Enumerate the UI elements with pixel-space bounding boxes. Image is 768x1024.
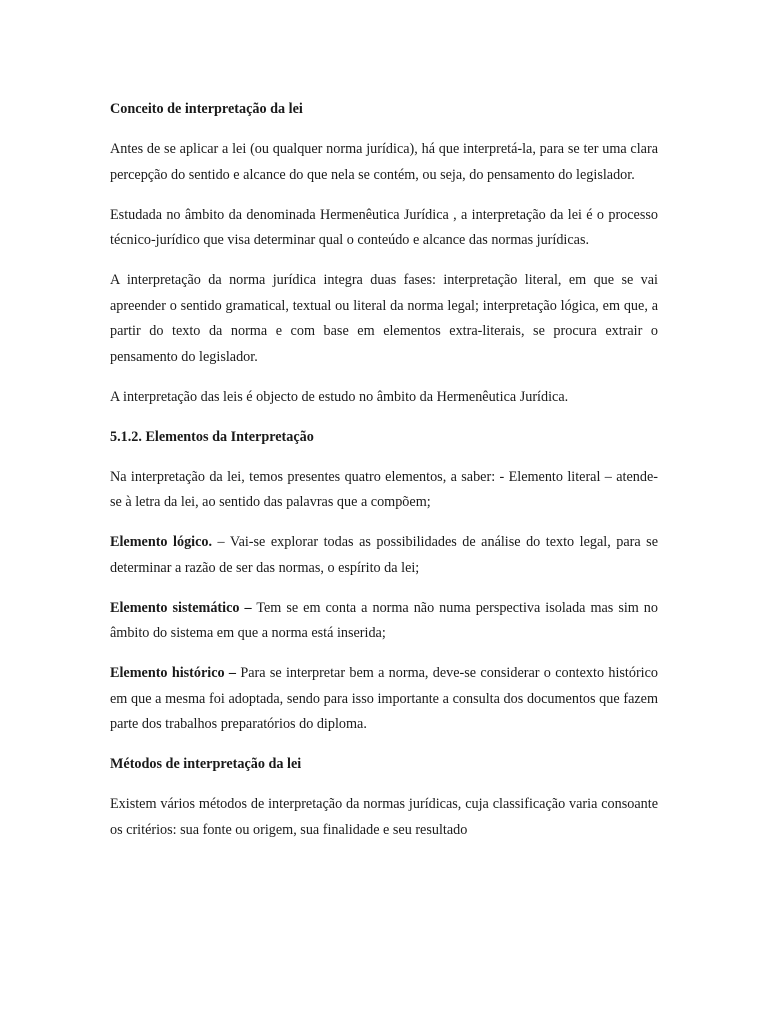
paragraph-duas-fases: A interpretação da norma jurídica integra duas fases: interpretação literal, em que se vai apreender o sentido gramatical, textual ou literal da norma legal; interpretação lógica, em que, a partir do texto da norma e com base em elementos extra-literais, se procura extrair o pensamento do legislador. [110, 272, 658, 365]
paragraph-hermeneutica: Estudada no âmbito da denominada Hermenêutica Jurídica , a interpretação da lei é o processo técnico-jurídico que visa determinar qual o conteúdo e alcance das normas jurídicas. [110, 206, 658, 248]
paragraph-antes-de-aplicar: Antes de se aplicar a lei (ou qualquer norma jurídica), há que interpretá-la, para se ter uma clara percepção do sentido e alcance do que nela se contém, ou seja, do pensamento do legislador. [110, 141, 658, 183]
term-elemento-sistematico: Elemento sistemático – [110, 599, 252, 616]
heading-elementos: 5.1.2. Elementos da Interpretação [110, 428, 314, 445]
paragraph-elemento-logico [110, 530, 658, 581]
paragraph-elemento-sistematico [110, 596, 658, 647]
text-elemento-historico: Para se interpretar bem a norma, deve-se considerar o contexto histórico em que a mesma foi adoptada, sendo para isso importante a consulta dos documentos que fazem parte dos trabalhos preparatórios do diploma. [110, 665, 659, 732]
term-elemento-historico: Elemento histórico – [110, 665, 237, 681]
text-elemento-sistematico: Tem se em conta a norma não numa perspectiva isolada mas sim no âmbito do sistema em que a norma está inserida; [110, 599, 658, 641]
paragraph-quatro-elementos: Na interpretação da lei, temos presentes quatro elementos, a saber: - Elemento literal – atende-se à letra da lei, ao sentido das palavras que a compõem; [110, 468, 658, 510]
heading-conceito: Conceito de interpretação da lei [110, 101, 303, 117]
paragraph-varios-metodos: Existem vários métodos de interpretação da normas jurídicas, cuja classificação varia consoante os critérios: sua fonte ou origem, sua finalidade e seu resultado [110, 796, 658, 838]
heading-metodos: Métodos de interpretação da lei [110, 756, 302, 772]
paragraph-objecto-de-estudo: A interpretação das leis é objecto de estudo no âmbito da Hermenêutica Jurídica. [110, 388, 569, 405]
paragraph-elemento-historico [110, 661, 658, 738]
text-elemento-logico: – Vai-se explorar todas as possibilidades de análise do texto legal, para se determinar a razão de ser das normas, o espírito da lei; [110, 534, 658, 576]
term-elemento-logico: Elemento lógico. [110, 534, 213, 550]
document-body [110, 97, 658, 843]
